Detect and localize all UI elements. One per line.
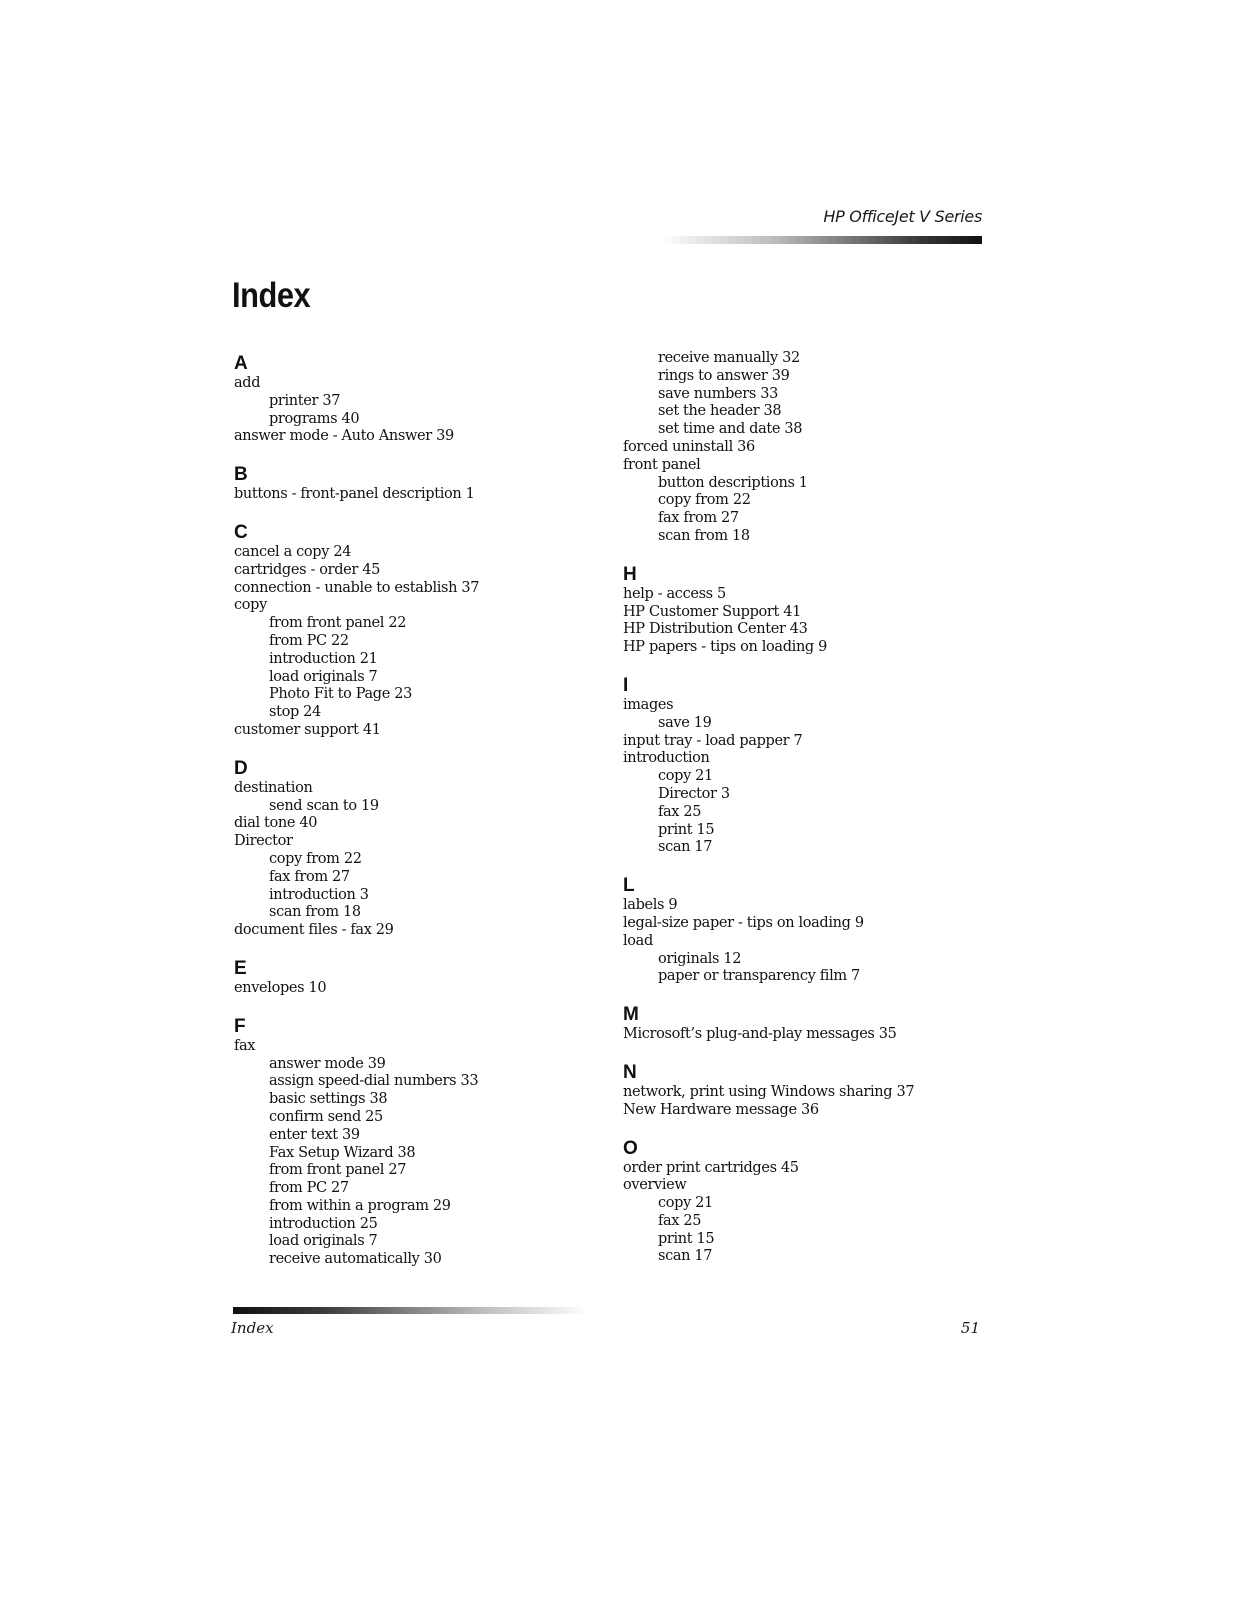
index-subentry: stop 24 <box>269 704 321 721</box>
index-entry: HP papers - tips on loading 9 <box>623 639 828 656</box>
index-entry: labels 9 <box>623 897 678 914</box>
index-subentry: copy 21 <box>658 768 713 785</box>
page-title: Index <box>232 276 311 315</box>
index-entry: envelopes 10 <box>234 979 327 996</box>
index-letter-b: B <box>234 464 248 486</box>
index-subentry: Photo Fit to Page 23 <box>269 686 412 703</box>
index-entry: copy <box>234 597 267 614</box>
index-subentry: copy 21 <box>658 1195 713 1212</box>
index-subentry: print 15 <box>658 821 715 838</box>
index-subentry: paper or transparency film 7 <box>658 968 860 985</box>
index-entry: answer mode - Auto Answer 39 <box>234 428 454 445</box>
index-subentry: from PC 27 <box>269 1180 349 1197</box>
index-entry: buttons - front-panel description 1 <box>234 486 475 503</box>
index-entry: help - access 5 <box>623 585 726 602</box>
index-entry: input tray - load papper 7 <box>623 732 803 749</box>
index-subentry: send scan to 19 <box>269 797 379 814</box>
index-subentry: receive manually 32 <box>658 350 800 366</box>
header-gradient-rule <box>660 236 982 244</box>
index-letter-n: N <box>623 1061 637 1083</box>
index-subentry: Director 3 <box>658 785 730 802</box>
index-entry: destination <box>234 779 313 796</box>
index-entry: fax <box>234 1037 256 1054</box>
index-entry: forced uninstall 36 <box>623 438 755 455</box>
index-subentry: fax 25 <box>658 803 702 820</box>
index-subentry: from front panel 27 <box>269 1162 407 1179</box>
index-entry: Microsoft’s plug-and-play messages 35 <box>623 1026 897 1043</box>
index-subentry: scan 17 <box>658 839 713 856</box>
index-entry: order print cartridges 45 <box>623 1159 799 1176</box>
index-letter-f: F <box>234 1015 246 1037</box>
index-subentry: print 15 <box>658 1230 715 1247</box>
index-entry: connection - unable to establish 37 <box>234 579 480 596</box>
index-subentry: receive automatically 30 <box>269 1251 442 1268</box>
index-entry: front panel <box>623 456 701 473</box>
index-subentry: fax from 27 <box>658 510 739 527</box>
index-letter-i: I <box>623 674 629 696</box>
index-entry: overview <box>623 1177 687 1194</box>
index-letter-o: O <box>623 1137 638 1159</box>
index-subentry: from front panel 22 <box>269 615 407 632</box>
index-entry: New Hardware message 36 <box>623 1101 819 1118</box>
index-letter-m: M <box>623 1004 639 1026</box>
index-entry: Director <box>234 833 293 850</box>
index-entry: images <box>623 696 674 713</box>
index-subentry: confirm send 25 <box>269 1108 383 1125</box>
index-entry: cartridges - order 45 <box>234 561 380 578</box>
index-subentry: programs 40 <box>269 410 360 427</box>
index-subentry: from within a program 29 <box>269 1197 451 1214</box>
index-subentry: scan 17 <box>658 1248 713 1265</box>
footer-gradient-rule <box>233 1307 588 1314</box>
index-entry: cancel a copy 24 <box>234 543 352 560</box>
index-subentry: copy from 22 <box>658 492 751 509</box>
index-subentry: answer mode 39 <box>269 1055 386 1072</box>
index-entry: add <box>234 375 261 391</box>
index-subentry: scan from 18 <box>269 904 361 921</box>
index-letter-e: E <box>234 957 247 979</box>
index-subentry: set time and date 38 <box>658 421 803 438</box>
index-column-right <box>623 350 993 1266</box>
index-subentry: fax 25 <box>658 1212 702 1229</box>
index-subentry: introduction 25 <box>269 1215 378 1232</box>
index-entry: load <box>623 932 653 949</box>
index-subentry: button descriptions 1 <box>658 474 808 491</box>
index-letter-c: C <box>234 521 248 543</box>
index-subentry: introduction 21 <box>269 650 378 667</box>
index-letter-l: L <box>623 875 635 897</box>
index-entry: document files - fax 29 <box>234 922 394 939</box>
index-subentry: copy from 22 <box>269 850 362 867</box>
index-subentry: basic settings 38 <box>269 1091 388 1108</box>
index-column-left <box>234 350 604 1269</box>
index-subentry: assign speed-dial numbers 33 <box>269 1073 479 1090</box>
index-subentry: rings to answer 39 <box>658 367 790 384</box>
index-subentry: enter text 39 <box>269 1126 360 1143</box>
index-subentry: Fax Setup Wizard 38 <box>269 1144 416 1161</box>
index-subentry: scan from 18 <box>658 527 750 544</box>
index-letter-a: A <box>234 353 248 374</box>
index-subentry: load originals 7 <box>269 668 378 685</box>
index-subentry: set the header 38 <box>658 403 782 420</box>
index-entry: dial tone 40 <box>234 815 318 832</box>
index-letter-h: H <box>623 563 637 585</box>
index-entry: HP Distribution Center 43 <box>623 621 808 638</box>
index-entry: legal-size paper - tips on loading 9 <box>623 914 864 931</box>
index-entry: network, print using Windows sharing 37 <box>623 1083 915 1100</box>
footer-section-label: Index <box>231 1319 274 1337</box>
index-subentry: printer 37 <box>269 392 341 409</box>
index-entry: customer support 41 <box>234 721 381 738</box>
index-subentry: from PC 22 <box>269 632 349 649</box>
index-subentry: originals 12 <box>658 950 742 967</box>
index-entry: introduction <box>623 750 710 767</box>
index-letter-d: D <box>234 757 248 779</box>
index-subentry: introduction 3 <box>269 886 369 903</box>
index-entry: HP Customer Support 41 <box>623 603 801 620</box>
index-subentry: save numbers 33 <box>658 385 778 402</box>
index-subentry: save 19 <box>658 714 712 731</box>
index-subentry: fax from 27 <box>269 868 350 885</box>
index-subentry: load originals 7 <box>269 1233 378 1250</box>
footer-page-number: 51 <box>960 1319 980 1337</box>
running-header: HP OfficeJet V Series <box>823 207 982 226</box>
